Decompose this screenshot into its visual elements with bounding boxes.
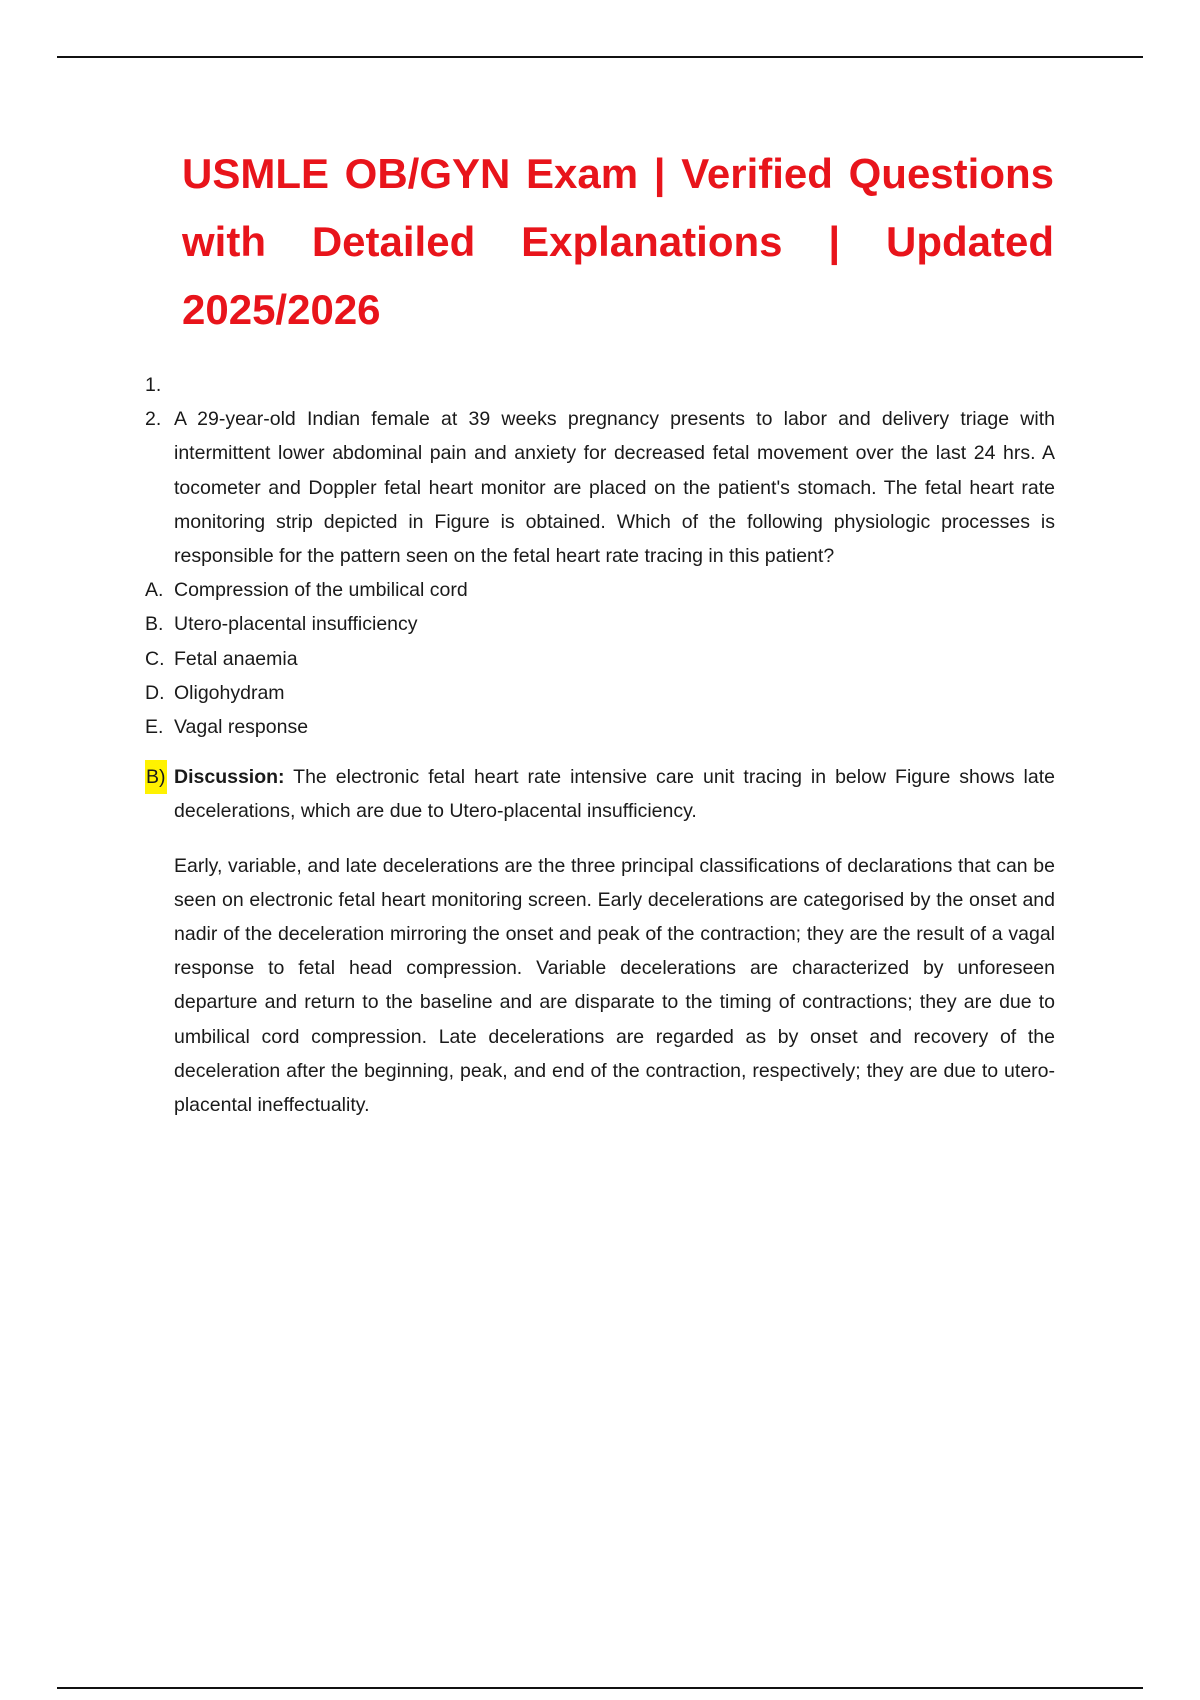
question-text: A 29-year-old Indian female at 39 weeks pregnancy presents to labor and delivery triage with intermittent lower abdominal pain and anxiety for decreased fetal movement over the last 24 hrs. A tocometer and Doppler fetal heart monitor are placed on the patient's stomach. The fetal heart rate monitoring strip depicted in Figure is obtained. Which of the following physiologic processes is responsible for the pattern seen on the fetal heart rate tracing in this patient? xyxy=(174,408,1055,568)
option-c xyxy=(145,642,1055,676)
option-a xyxy=(145,573,1055,607)
option-text: Vagal response xyxy=(174,716,309,739)
page-title: USMLE OB/GYN Exam | Verified Questions with Detailed Explanations | Updated 2025/2026 xyxy=(182,150,1054,333)
discussion-text: The electronic fetal heart rate intensive care unit tracing in below Figure shows late decelerations, which are due to Utero-placental insufficiency. xyxy=(174,766,1055,823)
bottom-rule xyxy=(57,1687,1143,1689)
question-number: 2. xyxy=(145,408,162,431)
question-item-2 xyxy=(145,402,1055,573)
answer-letter: B) xyxy=(145,760,167,794)
discussion-label: Discussion: xyxy=(174,766,285,789)
top-rule xyxy=(57,56,1143,58)
question-item-1 xyxy=(145,368,1055,402)
explanation-paragraph: Early, variable, and late decelerations are the three principal classifications of declarations that can be seen on electronic fetal heart monitoring screen. Early decelerations are categorised by the onset and nadir of the deceleration mirroring the onset and peak of the contraction; they are the result of a vagal response to fetal head compression. Variable decelerations are characterized by unforeseen departure and return to the baseline and are disparate to the timing of contractions; they are due to umbilical cord compression. Late decelerations are regarded as by onset and recovery of the deceleration after the beginning, peak, and end of the contraction, respectively; they are due to utero-placental ineffectuality. xyxy=(174,854,1055,1117)
option-letter: D. xyxy=(145,681,165,704)
option-b xyxy=(145,607,1055,641)
option-letter: A. xyxy=(145,579,164,602)
option-letter: C. xyxy=(145,647,165,670)
question-content xyxy=(145,368,1055,1122)
option-e xyxy=(145,710,1055,744)
option-text: Oligohydram xyxy=(174,681,285,704)
option-letter: B. xyxy=(145,613,164,636)
option-text: Compression of the umbilical cord xyxy=(174,579,468,602)
question-number: 1. xyxy=(145,374,162,396)
option-text: Utero-placental insufficiency xyxy=(174,613,418,636)
option-text: Fetal anaemia xyxy=(174,647,298,670)
answer-discussion xyxy=(145,760,1055,828)
option-d xyxy=(145,676,1055,710)
option-letter: E. xyxy=(145,716,164,739)
